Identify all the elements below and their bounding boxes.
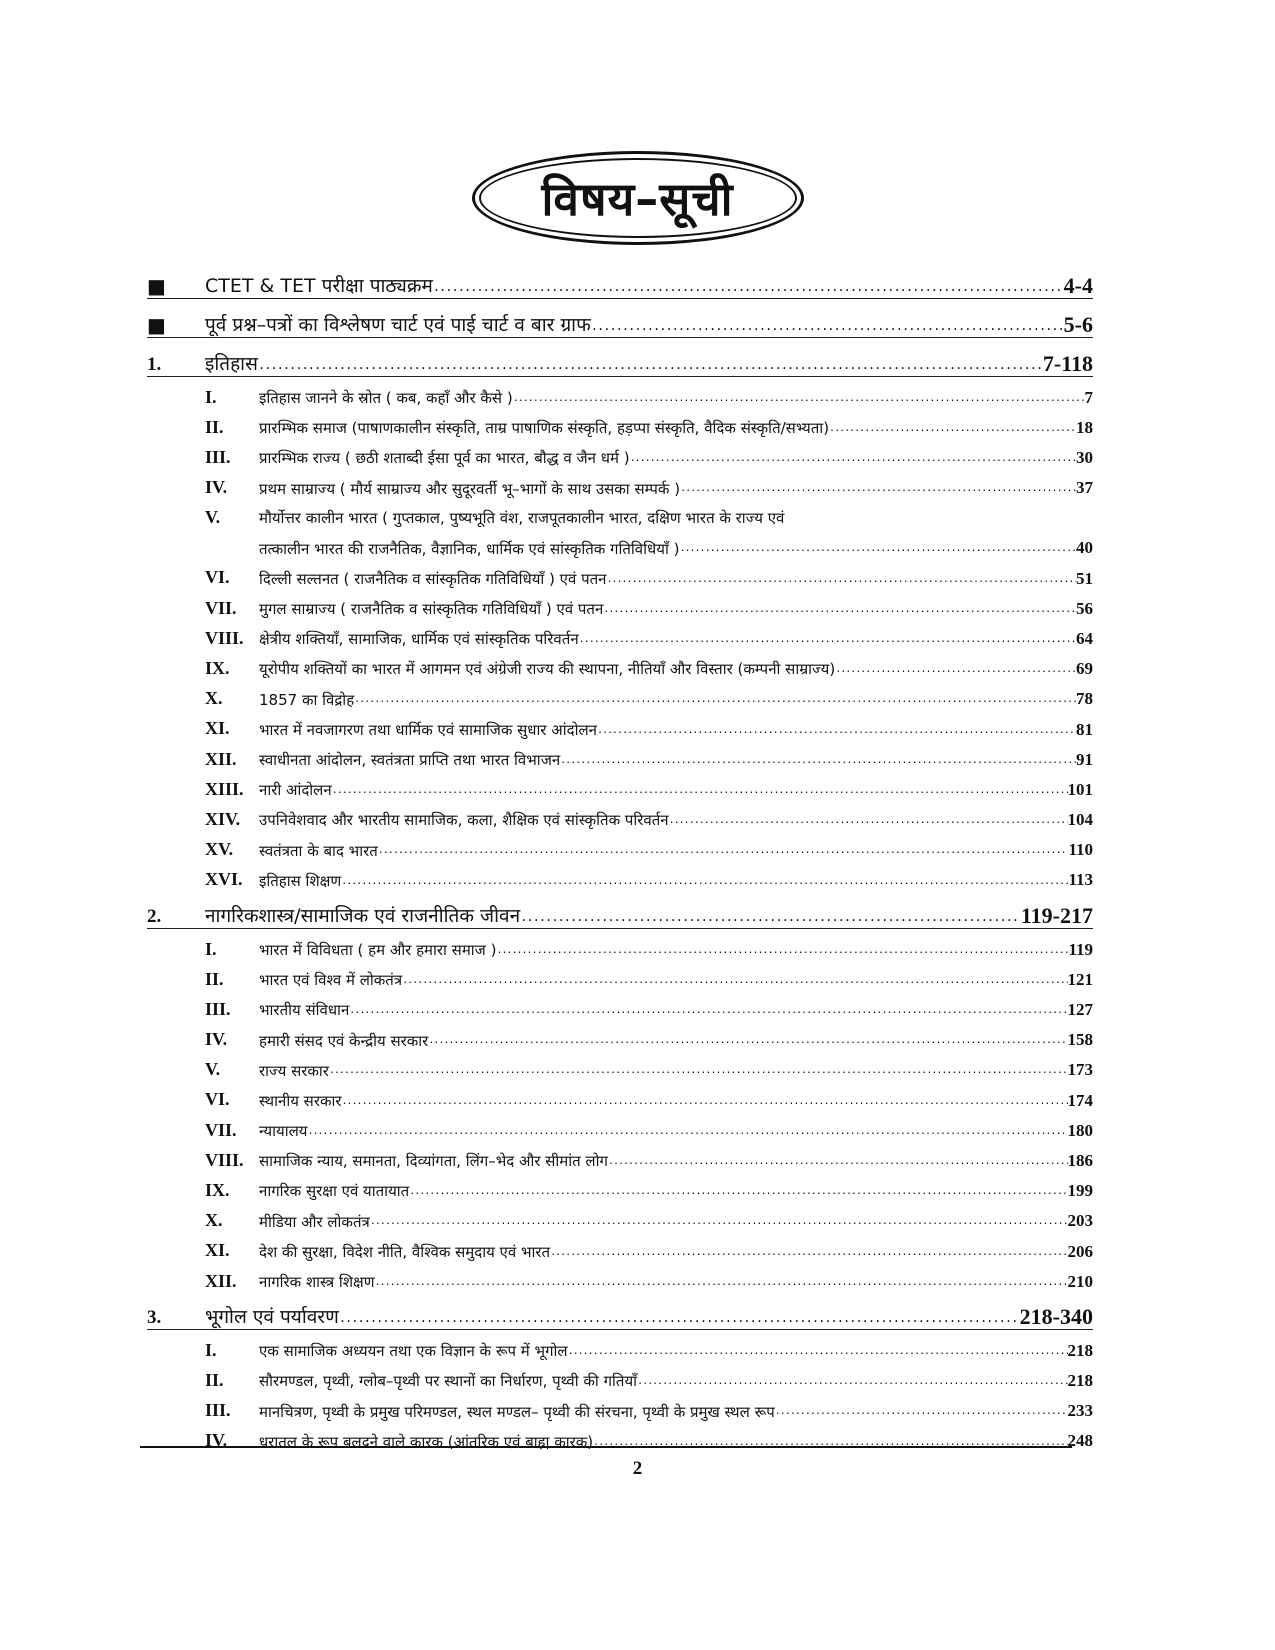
subentry-label: हमारी संसद एवं केन्द्रीय सरकार	[259, 1031, 429, 1050]
toc-subentry-row[interactable]	[147, 1050, 1093, 1080]
toc-subentry-row[interactable]	[147, 1110, 1093, 1140]
subentry-roman-numeral: II.	[205, 1369, 224, 1390]
subentry-roman-numeral: II.	[205, 416, 224, 437]
section-number: 3.	[147, 1307, 162, 1329]
dot-leader	[775, 1406, 1068, 1421]
dot-leader	[329, 1065, 1068, 1080]
toc-subentry-row[interactable]	[147, 799, 1093, 829]
section-page-range: 119-217	[1020, 902, 1093, 928]
subentry-label: इतिहास शिक्षण	[259, 871, 342, 890]
dot-leader	[550, 1247, 1067, 1262]
subentry-label: न्यायालय	[259, 1122, 308, 1141]
subentry-roman-numeral: XIII.	[205, 778, 244, 799]
subentry-page: 110	[1068, 840, 1093, 860]
subentry-label: स्वाधीनता आंदोलन, स्वतंत्रता प्राप्ति तथा भारत विभाजन	[259, 751, 561, 769]
subentry-label: भारत में नवजागरण तथा धार्मिक एवं सामाजिक सुधार आंदोलन	[259, 720, 597, 739]
subentry-page: 37	[1076, 478, 1093, 498]
toc-subentry-row[interactable]	[147, 739, 1093, 769]
toc-subentry-row[interactable]	[147, 377, 1093, 407]
subentry-roman-numeral: XI.	[205, 1240, 230, 1261]
subentry-page: 30	[1076, 448, 1093, 468]
subentry-roman-numeral: III.	[205, 1400, 231, 1421]
subentry-page: 248	[1067, 1431, 1093, 1451]
footer-divider	[140, 1446, 1072, 1448]
subentry-label: मीडिया और लोकतंत्र	[259, 1212, 370, 1231]
subentry-label: राज्य सरकार	[259, 1061, 329, 1080]
subentry-label: देश की सुरक्षा, विदेश नीति, वैश्विक समुदाय एवं भारत	[259, 1242, 551, 1261]
toc-subentry-row[interactable]	[147, 959, 1093, 989]
subentry-roman-numeral: IX.	[205, 658, 230, 678]
toc-subentry-row[interactable]	[147, 709, 1093, 739]
toc-section-row[interactable]	[147, 1291, 1093, 1330]
dot-leader	[342, 1096, 1068, 1111]
subentry-page: 218	[1067, 1340, 1093, 1360]
square-bullet-icon: ■	[147, 313, 166, 337]
subentry-roman-numeral: XI.	[205, 718, 230, 739]
dot-leader	[307, 1126, 1067, 1141]
subentry-label: 1857 का विद्रोह	[259, 690, 355, 709]
subentry-roman-numeral: VI.	[205, 1089, 230, 1110]
title-banner	[0, 138, 1275, 258]
subentry-roman-numeral: XVI.	[205, 869, 243, 890]
subentry-page: 81	[1076, 719, 1093, 739]
subentry-label: नागरिक शास्त्र शिक्षण	[259, 1273, 375, 1291]
toc-subentry-row[interactable]	[147, 437, 1093, 467]
subentry-label: दिल्ली सल्तनत ( राजनैतिक व सांस्कृतिक गतिविधियाँ ) एवं पतन	[259, 569, 607, 588]
section-title: इतिहास	[205, 353, 258, 376]
subentry-roman-numeral: VII.	[205, 597, 237, 618]
section-number: 1.	[147, 354, 162, 376]
dot-leader	[593, 1437, 1067, 1452]
subentry-label: मानचित्रण, पृथ्वी के प्रमुख परिमण्डल, स्थल मण्डल– पृथ्वी की संरचना, पृथ्वी के प्रमुख स्थल रूप	[259, 1402, 775, 1421]
toc-section-row[interactable]	[147, 338, 1093, 377]
toc-subentry-row[interactable]	[147, 468, 1093, 498]
section-page-range: 7-118	[1042, 350, 1093, 376]
toc-intro-row[interactable]	[147, 299, 1093, 338]
dot-leader	[591, 320, 1064, 337]
subentry-label: प्रारम्भिक राज्य ( छठी शताब्दी ईसा पूर्व का भारत, बौद्ध व जैन धर्म )	[259, 449, 630, 468]
subentry-label: नागरिक सुरक्षा एवं यातायात	[259, 1182, 410, 1201]
subentry-roman-numeral: X.	[205, 688, 223, 709]
subentry-roman-numeral: IV.	[205, 477, 228, 498]
subentry-page: 78	[1076, 689, 1093, 709]
toc-intro-row[interactable]	[147, 260, 1093, 299]
dot-leader	[630, 453, 1076, 468]
subentry-roman-numeral: VII.	[205, 1119, 237, 1140]
subentry-page: 233	[1067, 1401, 1093, 1421]
dot-leader	[608, 1156, 1068, 1171]
subentry-roman-numeral: VIII.	[205, 1149, 244, 1170]
section-number: 2.	[147, 906, 162, 928]
toc-entry-label: पूर्व प्रश्न–पत्रों का विश्लेषण चार्ट एवं पाई चार्ट व बार ग्राफ	[205, 314, 591, 337]
toc-subentry-continuation[interactable]	[147, 528, 1093, 558]
toc-subentry-row[interactable]	[147, 558, 1093, 588]
page-title: विषय–सूची	[541, 172, 734, 226]
toc-subentry-row[interactable]	[147, 769, 1093, 799]
subentry-label: धरातल के रूप बलदने वाले कारक (आंतरिक एवं बाह्य कारक)	[259, 1432, 594, 1451]
subentry-roman-numeral: XII.	[205, 1270, 237, 1291]
subentry-label: क्षेत्रीय शक्तियाँ, सामाजिक, धार्मिक एवं सांस्कृतिक परिवर्तन	[259, 630, 579, 649]
dot-leader	[597, 725, 1076, 740]
subentry-label-continued: तत्कालीन भारत की राजनैतिक, वैज्ञानिक, धार्मिक एवं सांस्कृतिक गतिविधियाँ )	[259, 539, 680, 558]
subentry-roman-numeral: XV.	[205, 839, 234, 860]
subentry-page: 173	[1067, 1060, 1093, 1080]
dot-leader	[341, 876, 1068, 891]
dot-leader	[579, 634, 1076, 649]
toc-section-row[interactable]	[147, 890, 1093, 929]
subentry-page: 119	[1068, 939, 1093, 959]
subentry-roman-numeral: VIII.	[205, 627, 244, 648]
toc-subentry-row[interactable]	[147, 1330, 1093, 1360]
subentry-label: सौरमण्डल, पृथ्वी, ग्लोब–पृथ्वी पर स्थानों का निर्धारण, पृथ्वी की गतियाँ	[259, 1372, 638, 1391]
subentry-page: 113	[1068, 870, 1093, 890]
toc-subentry-row[interactable]	[147, 1201, 1093, 1231]
subentry-page: 101	[1067, 779, 1093, 799]
toc-page-range: 4-4	[1063, 272, 1093, 298]
toc-subentry-row[interactable]	[147, 1360, 1093, 1390]
subentry-page: 121	[1067, 969, 1093, 989]
dot-leader	[354, 694, 1076, 709]
subentry-label: उपनिवेशवाद और भारतीय सामाजिक, कला, शैक्षिक एवं सांस्कृतिक परिवर्तन	[259, 811, 669, 830]
subentry-label: भारत में विविधता ( हम और हमारा समाज )	[259, 940, 497, 959]
dot-leader	[349, 1005, 1067, 1020]
toc-subentry-row[interactable]	[147, 830, 1093, 860]
dot-leader	[669, 815, 1068, 830]
toc-subentry-row[interactable]	[147, 1020, 1093, 1050]
subentry-roman-numeral: I.	[205, 386, 217, 407]
dot-leader	[375, 1277, 1068, 1292]
subentry-roman-numeral: III.	[205, 446, 231, 467]
toc-subentry-row[interactable]	[147, 618, 1093, 648]
dot-leader	[637, 1376, 1067, 1391]
section-page-range: 218-340	[1019, 1303, 1093, 1329]
subentry-label: भारत एवं विश्व में लोकतंत्र	[259, 971, 403, 990]
dot-leader	[496, 945, 1068, 960]
subentry-roman-numeral: VI.	[205, 567, 230, 588]
toc-subentry-row[interactable]	[147, 989, 1093, 1019]
subentry-label: प्रथम साम्राज्य ( मौर्य साम्राज्य और सुदूरवर्ती भू–भागों के साथ उसका सम्पर्क )	[259, 479, 681, 498]
subentry-label: नारी आंदोलन	[259, 781, 332, 800]
subentry-roman-numeral: V.	[205, 506, 221, 527]
dot-leader	[520, 911, 1021, 928]
dot-leader	[603, 604, 1076, 619]
subentry-label: सामाजिक न्याय, समानता, दिव्यांगता, लिंग–भेद और सीमांत लोग	[259, 1152, 608, 1171]
section-title: भूगोल एवं पर्यावरण	[205, 1306, 339, 1329]
subentry-page: 69	[1076, 659, 1093, 679]
toc-page-range: 5-6	[1063, 311, 1093, 337]
subentry-roman-numeral: III.	[205, 998, 231, 1019]
subentry-label: स्थानीय सरकार	[259, 1091, 342, 1110]
subentry-page: 199	[1067, 1181, 1093, 1201]
dot-leader	[433, 281, 1064, 298]
subentry-label: यूरोपीय शक्तियों का भारत में आगमन एवं अंग्रेजी राज्य की स्थापना, नीतियाँ और विस्तार (कम्पनी साम्राज्य)	[259, 660, 836, 679]
toc-subentry-row[interactable]	[147, 1261, 1093, 1291]
dot-leader	[402, 975, 1067, 990]
subentry-page: 51	[1076, 568, 1093, 588]
dot-leader	[606, 574, 1076, 589]
dot-leader	[835, 664, 1076, 679]
subentry-page: 127	[1067, 1000, 1093, 1020]
dot-leader	[332, 785, 1068, 800]
table-of-contents	[147, 260, 1093, 1451]
toc-subentry-row[interactable]	[147, 407, 1093, 437]
subentry-roman-numeral: IX.	[205, 1180, 230, 1200]
subentry-roman-numeral: IV.	[205, 1430, 228, 1451]
subentry-roman-numeral: II.	[205, 968, 224, 989]
dot-leader	[339, 1312, 1020, 1329]
subentry-page: 218	[1067, 1371, 1093, 1391]
title-oval-frame	[472, 151, 804, 245]
toc-subentry-row[interactable]	[147, 1080, 1093, 1110]
subentry-page: 210	[1067, 1271, 1093, 1291]
subentry-page: 104	[1067, 810, 1093, 830]
subentry-roman-numeral: I.	[205, 1339, 217, 1360]
subentry-label: एक सामाजिक अध्ययन तथा एक विज्ञान के रूप में भूगोल	[259, 1342, 568, 1361]
dot-leader	[409, 1186, 1067, 1201]
subentry-page: 64	[1076, 628, 1093, 648]
dot-leader	[679, 543, 1076, 558]
page-number: 2	[632, 1458, 643, 1479]
dot-leader	[370, 1216, 1068, 1231]
toc-subentry-row[interactable]	[147, 649, 1093, 679]
section-title: नागरिकशास्त्र/सामाजिक एवं राजनीतिक जीवन	[205, 905, 521, 928]
subentry-label: इतिहास जानने के स्रोत ( कब, कहाँ और कैसे )	[259, 388, 513, 407]
subentry-label: प्रारम्भिक समाज (पाषाणकालीन संस्कृति, ताम्र पाषाणिक संस्कृति, हड़प्पा संस्कृति, वैदिक संस्कृति/सभ्यता)	[259, 419, 830, 438]
toc-subentry-row[interactable]	[147, 1140, 1093, 1170]
dot-leader	[428, 1035, 1067, 1050]
subentry-page: 203	[1067, 1211, 1093, 1231]
toc-subentry-row[interactable]	[147, 1391, 1093, 1421]
subentry-page: 180	[1067, 1120, 1093, 1140]
subentry-label: मौर्योत्तर कालीन भारत ( गुप्तकाल, पुष्यभूति वंश, राजपूतकालीन भारत, दक्षिण भारत के राज्य एवं	[259, 508, 785, 527]
subentry-page: 7	[1084, 387, 1093, 407]
subentry-label: स्वतंत्रता के बाद भारत	[259, 841, 378, 860]
subentry-roman-numeral: I.	[205, 938, 217, 959]
subentry-page: 40	[1076, 538, 1093, 558]
subentry-page: 158	[1067, 1030, 1093, 1050]
subentry-page: 174	[1067, 1090, 1093, 1110]
subentry-page: 56	[1076, 598, 1093, 618]
subentry-roman-numeral: IV.	[205, 1029, 228, 1050]
toc-subentry-row[interactable]	[147, 860, 1093, 890]
toc-subentry-row[interactable]	[147, 929, 1093, 959]
toc-subentry-row[interactable]	[147, 588, 1093, 618]
subentry-roman-numeral: XII.	[205, 748, 237, 769]
subentry-roman-numeral: V.	[205, 1059, 221, 1080]
dot-leader	[378, 845, 1069, 860]
dot-leader	[258, 359, 1043, 376]
toc-subentry-row[interactable]	[147, 1171, 1093, 1201]
toc-subentry-firstline[interactable]	[147, 498, 1093, 528]
subentry-roman-numeral: X.	[205, 1210, 223, 1231]
subentry-label: मुगल साम्राज्य ( राजनैतिक व सांस्कृतिक गतिविधियाँ ) एवं पतन	[259, 600, 604, 619]
dot-leader	[829, 423, 1076, 438]
dot-leader	[680, 483, 1076, 498]
subentry-roman-numeral: XIV.	[205, 808, 241, 829]
square-bullet-icon: ■	[147, 274, 166, 298]
toc-subentry-row[interactable]	[147, 679, 1093, 709]
subentry-page: 18	[1076, 417, 1093, 437]
dot-leader	[568, 1346, 1068, 1361]
subentry-page: 91	[1076, 749, 1093, 769]
subentry-page: 206	[1067, 1241, 1093, 1261]
dot-leader	[560, 755, 1076, 770]
toc-entry-label: CTET & TET परीक्षा पाठ्यक्रम	[205, 275, 433, 298]
dot-leader	[513, 393, 1085, 408]
subentry-page: 186	[1067, 1150, 1093, 1170]
toc-subentry-row[interactable]	[147, 1231, 1093, 1261]
subentry-label: भारतीय संविधान	[259, 1001, 350, 1020]
